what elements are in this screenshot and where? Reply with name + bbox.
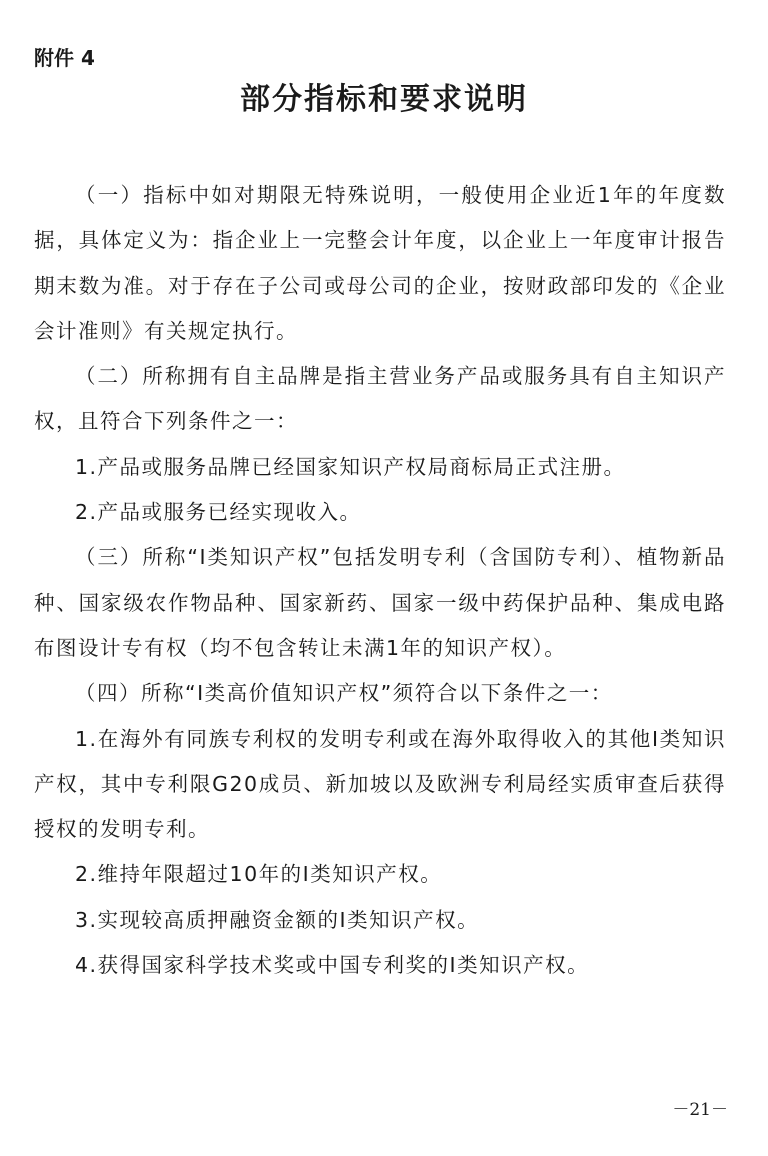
page-number: －21－	[672, 1100, 728, 1120]
paragraph-10: 4.获得国家科学技术奖或中国专利奖的I类知识产权。	[75, 953, 590, 978]
paragraph-2: （二）所称拥有自主品牌是指主营业务产品或服务具有自主知识产权，且符合下列条件之一：	[34, 364, 726, 434]
document-title: 部分指标和要求说明	[240, 82, 528, 117]
paragraph-1: （一）指标中如对期限无特殊说明，一般使用企业近1年的年度数据，具体定义为：指企业上一完整会计年度，以企业上一年度审计报告期末数为准。对于存在子公司或母公司的企业，按财政部印发的《企业会计准则》有关规定执行。	[34, 183, 726, 343]
attachment-label: 附件 4	[34, 46, 95, 70]
paragraph-9: 3.实现较高质押融资金额的I类知识产权。	[75, 907, 480, 932]
paragraph-3: 1.产品或服务品牌已经国家知识产权局商标局正式注册。	[75, 454, 626, 479]
paragraph-4: 2.产品或服务已经实现收入。	[75, 500, 362, 525]
document-body	[34, 173, 726, 988]
paragraph-8: 2.维持年限超过10年的I类知识产权。	[75, 862, 443, 887]
paragraph-6: （四）所称“I类高价值知识产权”须符合以下条件之一：	[75, 681, 613, 706]
paragraph-7: 1.在海外有同族专利权的发明专利或在海外取得收入的其他I类知识产权，其中专利限G20成员、新加坡以及欧洲专利局经实质审查后获得授权的发明专利。	[34, 726, 726, 842]
paragraph-5: （三）所称“I类知识产权”包括发明专利（含国防专利）、植物新品种、国家级农作物品种、国家新药、国家一级中药保护品种、集成电路布图设计专有权（均不包含转让未满1年的知识产权）。	[34, 545, 726, 660]
